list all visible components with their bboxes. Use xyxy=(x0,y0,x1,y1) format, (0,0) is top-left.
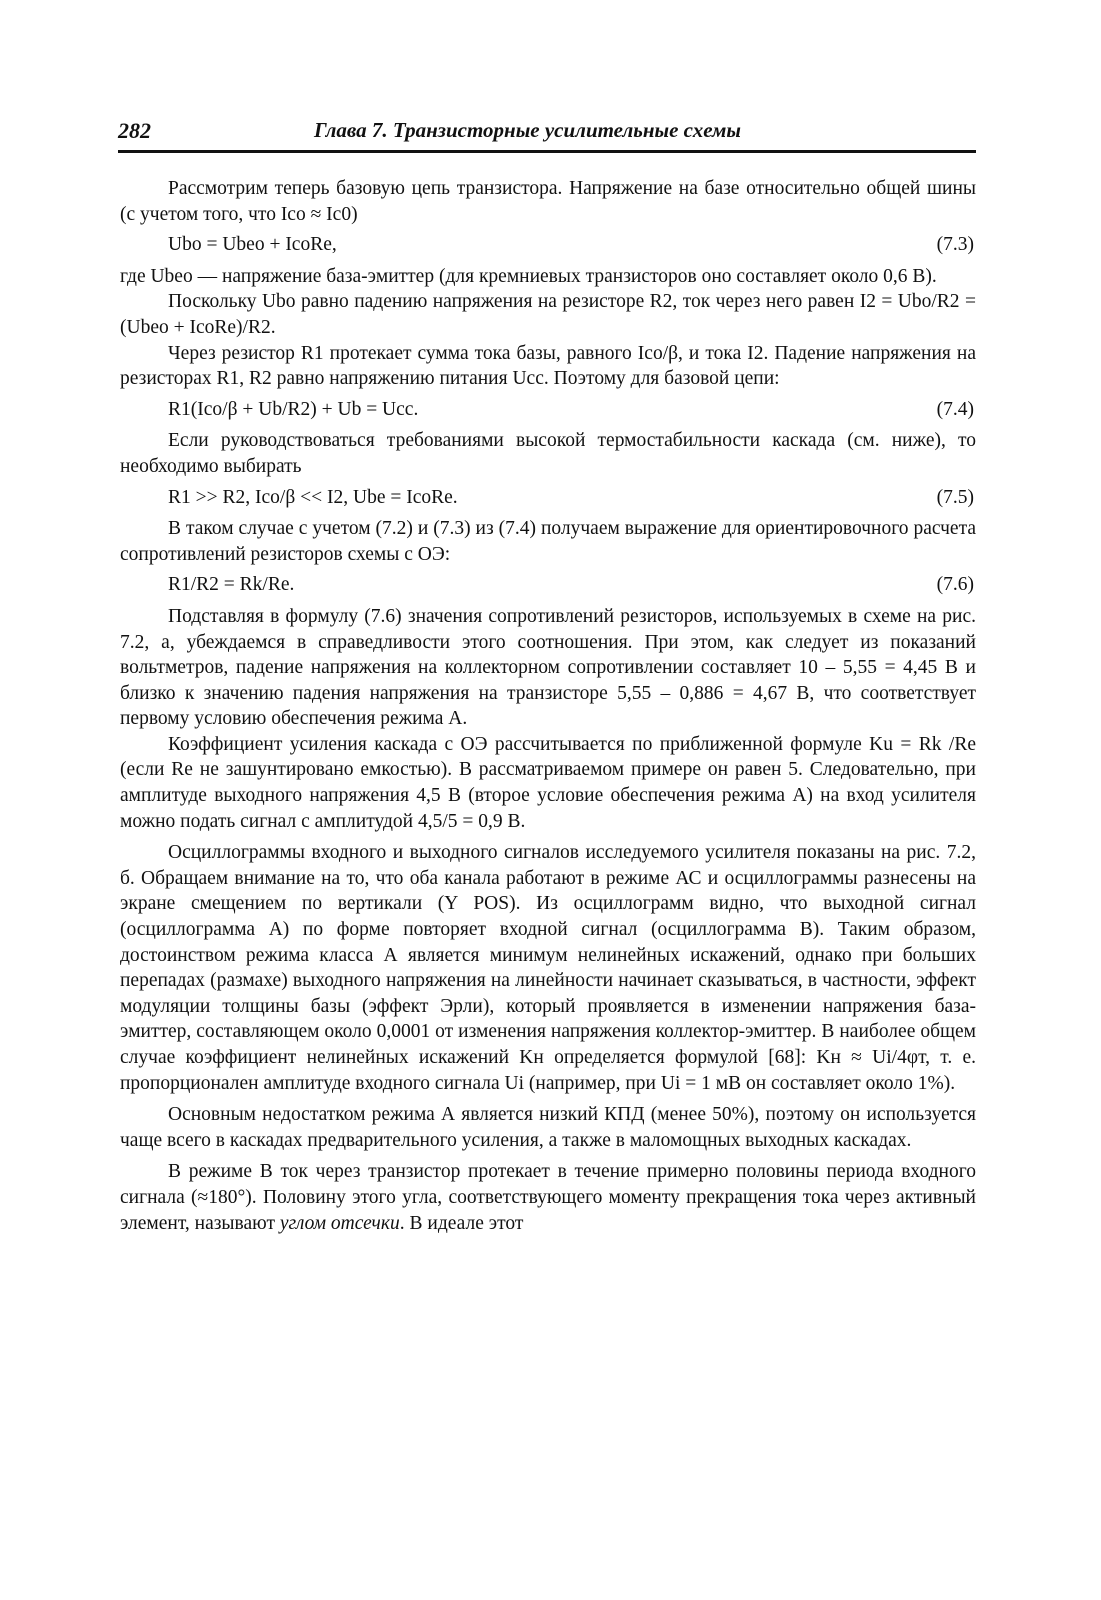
equation-7-3 xyxy=(120,232,976,258)
equation-text: R1(Ico/β + Ub/R2) + Ub = Ucc. xyxy=(168,398,419,420)
page-header xyxy=(118,118,976,152)
term-emphasis: углом отсечки xyxy=(279,1212,400,1234)
equation-text: R1 >> R2, Ico/β << I2, Ube = IcoRe. xyxy=(168,486,458,508)
paragraph-text-end: . В идеале этот xyxy=(399,1212,524,1234)
paragraph: Рассмотрим теперь базовую цепь транзистора. Напряжение на базе относительно общей шины (с учетом того, что Ico ≈ Ic0) xyxy=(120,178,976,225)
paragraph: Осциллограммы входного и выходного сигналов исследуемого усилителя показаны на рис. 7.2, б. Обращаем внимание на то, что оба канала работают в режиме АС и осциллограммы разнесены на экране смещением по вертикали (Y POS). Из осциллограмм видно, что выходной сигнал (осциллограмма А) по форме повторяет входной сигнал (осциллограмма В). Таким образом, достоинством режима класса А является минимум нелинейных искажений, однако при больших перепадах (размахе) выходного напряжения на линейности начинает сказываться, в частности, эффект модуляции толщины базы (эффект Эрли), который проявляется в изменении напряжения база-эмиттер, составляющем около 0,0001 от изменения напряжения коллектор-эмиттер. В наиболее общем случае коэффициент нелинейных искажений Kн определяется формулой [68]: Kн ≈ Ui/4φт, т. е. пропорционален амплитуде входного сигнала Ui (например, при Ui = 1 мВ он составляет около 1%). xyxy=(120,842,976,1094)
equation-number: (7.6) xyxy=(936,574,974,596)
equation-text: R1/R2 = Rk/Re. xyxy=(168,574,295,596)
equation-number: (7.3) xyxy=(936,234,974,256)
paragraph: где Ubeo — напряжение база-эмиттер (для кремниевых транзисторов оно составляет около 0,6 В). xyxy=(120,265,937,287)
header-rule xyxy=(118,150,976,153)
paragraph: Подставляя в формулу (7.6) значения сопротивлений резисторов, используемых в схеме на рис. 7.2, а, убеждаемся в справедливости этого соотношения. При этом, как следует из показаний вольтметров, падение напряжения на коллекторном сопротивлении составляет 10 – 5,55 = 4,45 В и близко к значению падения напряжения на транзисторе 5,55 – 0,886 = 4,67 В, что соответствует первому условию обеспечения режима А. xyxy=(120,605,976,730)
paragraph xyxy=(120,1159,976,1236)
equation-7-6 xyxy=(120,572,976,598)
page-number: 282 xyxy=(118,118,151,143)
paragraph: В таком случае с учетом (7.2) и (7.3) из (7.4) получаем выражение для ориентировочного расчета сопротивлений резисторов схемы с ОЭ: xyxy=(120,518,976,565)
chapter-title: Глава 7. Транзисторные усилительные схемы xyxy=(314,118,741,142)
paragraph: Если руководствоваться требованиями высокой термостабильности каскада (см. ниже), то необходимо выбирать xyxy=(120,430,976,477)
paragraph: Коэффициент усиления каскада с ОЭ рассчитывается по приближенной формуле Ku = Rk /Re (если Re не зашунтировано емкостью). В рассматриваемом примере он равен 5. Следовательно, при амплитуде выходного напряжения 4,5 В (второе условие обеспечения режима А) на вход усилителя можно подать сигнал с амплитудой 4,5/5 = 0,9 В. xyxy=(120,733,976,832)
paragraph-text: В режиме В ток через транзистор протекает в течение примерно половины периода входного сигнала (≈180°). Половину этого угла, соответствующего моменту прекращения тока через активный элемент, называют xyxy=(120,1161,976,1234)
equation-text: Ubo = Ubeo + IcoRe, xyxy=(168,234,337,256)
paragraph: Основным недостатком режима А является низкий КПД (менее 50%), поэтому он используется чаще всего в каскадах предварительного усиления, а также в маломощных выходных каскадах. xyxy=(120,1104,976,1151)
equation-7-5 xyxy=(120,485,976,511)
equation-number: (7.4) xyxy=(936,398,974,420)
paragraph: Через резистор R1 протекает сумма тока базы, равного Ico/β, и тока I2. Падение напряжения на резисторах R1, R2 равно напряжению питания Ucc. Поэтому для базовой цепи: xyxy=(120,342,976,390)
page-body xyxy=(120,176,976,1236)
equation-7-4 xyxy=(120,397,976,423)
equation-number: (7.5) xyxy=(936,486,974,508)
paragraph: Поскольку Ubo равно падению напряжения на резисторе R2, ток через него равен I2 = Ubo/R2 = (Ubeo + IcoRe)/R2. xyxy=(120,291,976,338)
